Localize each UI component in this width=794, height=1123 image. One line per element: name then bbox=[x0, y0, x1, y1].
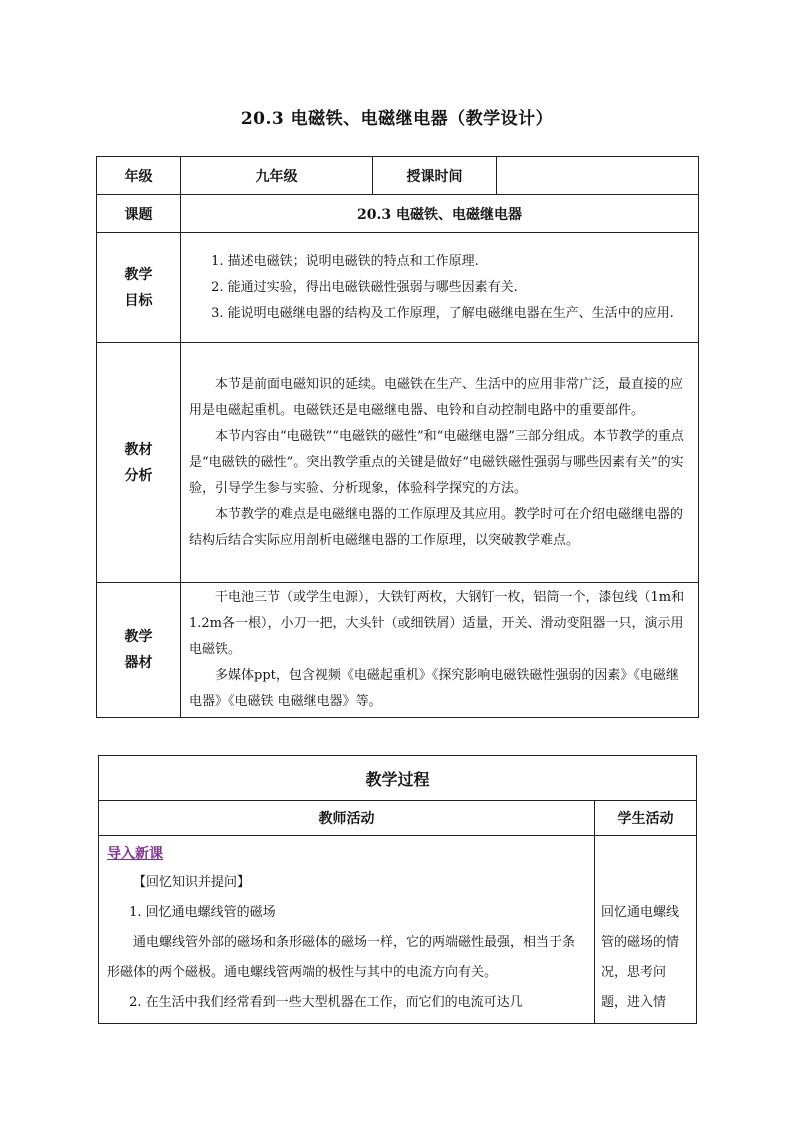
materials-content bbox=[181, 583, 699, 718]
goal-item: 2. 能通过实验，得出电磁铁磁性强弱与哪些因素有关. bbox=[211, 279, 518, 295]
process-title: 教学过程 bbox=[99, 756, 697, 801]
section-link-intro[interactable]: 导入新课 bbox=[107, 846, 163, 862]
time-value bbox=[497, 157, 699, 195]
grade-label: 年级 bbox=[97, 157, 181, 195]
analysis-content bbox=[181, 343, 699, 583]
analysis-paragraph: 本节内容由“电磁铁”“电磁铁的磁性”和“电磁继电器”三部分组成。本节教学的重点是“电磁铁的磁性”。突出教学重点的关键是做好“电磁铁磁性强弱与哪些因素有关”的实验，引导学生参与实验、分析现象，体验科学探究的方法。 bbox=[189, 428, 684, 496]
teaching-process-table bbox=[98, 755, 697, 1024]
grade-value: 九年级 bbox=[181, 157, 373, 195]
teacher-activity-cell bbox=[99, 836, 595, 1024]
materials-label: 教学 器材 bbox=[97, 583, 181, 718]
process-item: 1. 回忆通电螺线管的磁场 bbox=[129, 905, 276, 920]
materials-paragraph: 干电池三节（或学生电源），大铁钉两枚，大钢钉一枚，铝筒一个，漆包线（1m和1.2m各一根），小刀一把，大头针（或细铁屑）适量，开关、滑动变阻器一只，演示用电磁铁。 bbox=[189, 590, 685, 657]
teacher-activity-header: 教师活动 bbox=[99, 801, 595, 836]
document-title: 20.3 电磁铁、电磁继电器（教学设计） bbox=[240, 109, 554, 129]
topic-label: 课题 bbox=[97, 195, 181, 233]
analysis-paragraph: 本节教学的难点是电磁继电器的工作原理及其应用。教学时可在介绍电磁继电器的结构后结合实际应用剖析电磁继电器的工作原理，以突破教学难点。 bbox=[189, 506, 684, 548]
goals-label: 教学 目标 bbox=[97, 233, 181, 343]
process-paragraph: 通电螺线管外部的磁场和条形磁体的磁场一样，它的两端磁性最强，相当于条形磁体的两个磁极。通电螺线管两端的极性与其中的电流方向有关。 bbox=[107, 935, 576, 980]
topic-value: 20.3 电磁铁、电磁继电器 bbox=[181, 195, 699, 233]
student-activity-header: 学生活动 bbox=[595, 801, 697, 836]
analysis-label: 教材 分析 bbox=[97, 343, 181, 583]
goal-item: 1. 描述电磁铁；说明电磁铁的特点和工作原理. bbox=[211, 253, 479, 269]
materials-paragraph: 多媒体ppt，包含视频《电磁起重机》《探究影响电磁铁磁性强弱的因素》《电磁继电器》《电磁铁 电磁继电器》等。 bbox=[189, 668, 679, 709]
time-label: 授课时间 bbox=[373, 157, 497, 195]
process-item: 2. 在生活中我们经常看到一些大型机器在工作，而它们的电流可达几 bbox=[129, 995, 523, 1010]
student-activity-cell: 回忆通电螺线管的磁场的情况，思考问题，进入情 bbox=[595, 836, 697, 1024]
goal-item: 3. 能说明电磁继电器的结构及工作原理，了解电磁继电器在生产、生活中的应用. bbox=[211, 305, 674, 321]
lesson-info-table bbox=[96, 156, 699, 718]
goals-content bbox=[181, 233, 699, 343]
analysis-paragraph: 本节是前面电磁知识的延续。电磁铁在生产、生活中的应用非常广泛，最直接的应用是电磁起重机。电磁铁还是电磁继电器、电铃和自动控制电路中的重要部件。 bbox=[189, 376, 684, 418]
subheading: 【回忆知识并提问】 bbox=[133, 875, 251, 890]
